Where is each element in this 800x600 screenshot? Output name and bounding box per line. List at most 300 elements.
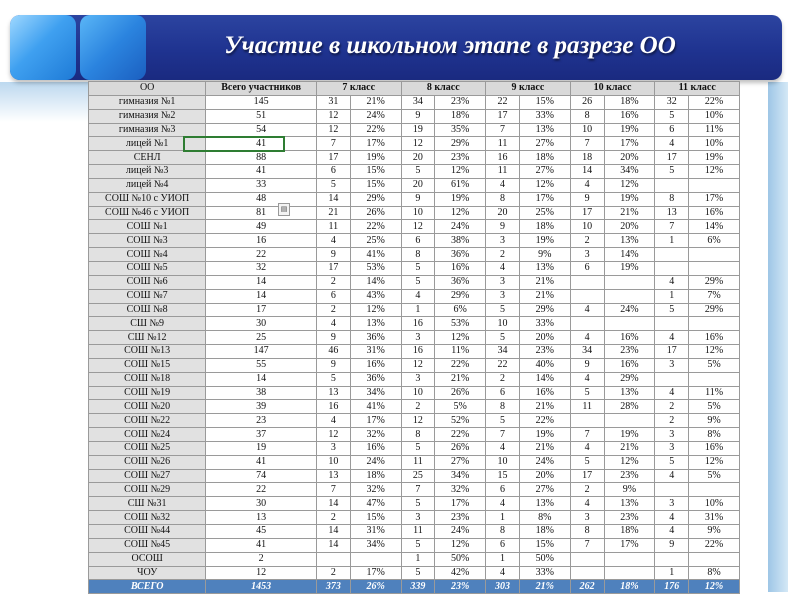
- grade-count-cell[interactable]: 8: [486, 525, 520, 539]
- grade-percent-cell[interactable]: 23%: [519, 345, 570, 359]
- grade-percent-cell[interactable]: 8%: [519, 511, 570, 525]
- grade-count-cell[interactable]: 5: [401, 165, 435, 179]
- grade-percent-cell[interactable]: 16%: [350, 441, 401, 455]
- grade-percent-cell[interactable]: 16%: [604, 109, 655, 123]
- total-participants-cell[interactable]: 2: [206, 552, 317, 566]
- grade-percent-cell[interactable]: 19%: [604, 192, 655, 206]
- grade-percent-cell[interactable]: 21%: [435, 372, 486, 386]
- grade-count-cell[interactable]: 5: [401, 566, 435, 580]
- grade-count-cell[interactable]: 8: [401, 248, 435, 262]
- grade-percent-cell[interactable]: 17%: [350, 566, 401, 580]
- paste-options-icon[interactable]: ▤: [278, 203, 290, 216]
- grade-percent-cell[interactable]: 9%: [689, 525, 740, 539]
- grade-percent-cell[interactable]: 29%: [604, 372, 655, 386]
- grade-percent-cell[interactable]: 21%: [519, 289, 570, 303]
- grade-percent-cell[interactable]: 10%: [689, 109, 740, 123]
- grade-percent-cell[interactable]: 29%: [519, 303, 570, 317]
- grade-count-cell[interactable]: 5: [655, 303, 689, 317]
- grade-count-cell[interactable]: 12: [401, 137, 435, 151]
- grade-percent-cell[interactable]: 7%: [689, 289, 740, 303]
- grade-percent-cell[interactable]: 47%: [350, 497, 401, 511]
- grade-percent-cell[interactable]: 12%: [689, 165, 740, 179]
- grade-percent-cell[interactable]: 28%: [604, 400, 655, 414]
- grade-count-cell[interactable]: 9: [570, 358, 604, 372]
- school-name-cell[interactable]: СОШ №46 с УИОП: [89, 206, 206, 220]
- total-participants-cell[interactable]: 55: [206, 358, 317, 372]
- grade-count-cell[interactable]: 1: [401, 552, 435, 566]
- grade-percent-cell[interactable]: 33%: [519, 109, 570, 123]
- school-name-cell[interactable]: СОШ №24: [89, 428, 206, 442]
- grade-count-cell[interactable]: [655, 248, 689, 262]
- total-participants-cell[interactable]: 74: [206, 469, 317, 483]
- grade-percent-cell[interactable]: 18%: [519, 220, 570, 234]
- grade-count-cell[interactable]: 10: [486, 455, 520, 469]
- grade-count-cell[interactable]: 4: [570, 303, 604, 317]
- grade-count-cell[interactable]: 4: [570, 497, 604, 511]
- grade-percent-cell[interactable]: 17%: [435, 497, 486, 511]
- grade-count-cell[interactable]: 17: [486, 109, 520, 123]
- grade-percent-cell[interactable]: 12%: [604, 178, 655, 192]
- grade-count-cell[interactable]: 3: [401, 511, 435, 525]
- grade-count-cell[interactable]: 18: [570, 151, 604, 165]
- school-name-cell[interactable]: СШ №9: [89, 317, 206, 331]
- total-participants-cell[interactable]: 22: [206, 248, 317, 262]
- grade-count-cell[interactable]: 6: [486, 386, 520, 400]
- school-name-cell[interactable]: СОШ №32: [89, 511, 206, 525]
- grade-percent-cell[interactable]: 11%: [435, 345, 486, 359]
- grade-count-cell[interactable]: 17: [570, 206, 604, 220]
- grade-count-cell[interactable]: 4: [316, 234, 350, 248]
- grade-percent-cell[interactable]: [604, 414, 655, 428]
- grade-percent-cell[interactable]: 6%: [689, 234, 740, 248]
- school-name-cell[interactable]: СОШ №10 с УИОП: [89, 192, 206, 206]
- grade-percent-cell[interactable]: [604, 566, 655, 580]
- total-participants-cell[interactable]: 41: [206, 538, 317, 552]
- grade-count-cell[interactable]: 12: [316, 428, 350, 442]
- grade-percent-cell[interactable]: 21%: [519, 400, 570, 414]
- total-participants-cell[interactable]: 41: [206, 455, 317, 469]
- grade-percent-cell[interactable]: 36%: [435, 248, 486, 262]
- grade-percent-cell[interactable]: 13%: [519, 261, 570, 275]
- grade-percent-cell[interactable]: 22%: [435, 428, 486, 442]
- grade-count-cell[interactable]: 2: [570, 483, 604, 497]
- total-participants-cell[interactable]: 14: [206, 372, 317, 386]
- grade-count-cell[interactable]: 8: [570, 525, 604, 539]
- grade-count-cell[interactable]: 31: [316, 95, 350, 109]
- grade-count-cell[interactable]: 17: [570, 469, 604, 483]
- grade-count-cell[interactable]: 22: [486, 358, 520, 372]
- school-name-cell[interactable]: СШ №12: [89, 331, 206, 345]
- grade-percent-cell[interactable]: 13%: [604, 234, 655, 248]
- grade-percent-cell[interactable]: 22%: [689, 538, 740, 552]
- school-name-cell[interactable]: СОШ №19: [89, 386, 206, 400]
- grade-percent-cell[interactable]: 14%: [604, 248, 655, 262]
- grade-count-cell[interactable]: 16: [316, 400, 350, 414]
- grade-percent-cell[interactable]: 5%: [689, 400, 740, 414]
- grade-percent-cell[interactable]: 29%: [689, 275, 740, 289]
- grade-count-cell[interactable]: 26: [570, 95, 604, 109]
- total-participants-cell[interactable]: 37: [206, 428, 317, 442]
- grade-count-cell[interactable]: 4: [486, 566, 520, 580]
- grade-count-cell[interactable]: 1: [486, 511, 520, 525]
- grade-percent-cell[interactable]: [689, 261, 740, 275]
- grade-count-cell[interactable]: 4: [655, 331, 689, 345]
- grade-percent-cell[interactable]: 29%: [350, 192, 401, 206]
- grade-percent-cell[interactable]: 32%: [350, 483, 401, 497]
- grade-count-cell[interactable]: 11: [570, 400, 604, 414]
- grade-percent-cell[interactable]: 22%: [350, 220, 401, 234]
- grade-percent-cell[interactable]: 18%: [604, 525, 655, 539]
- total-participants-cell[interactable]: 39: [206, 400, 317, 414]
- grade-count-cell[interactable]: 1: [401, 303, 435, 317]
- grade-count-cell[interactable]: 7: [570, 538, 604, 552]
- grade-percent-cell[interactable]: 19%: [435, 192, 486, 206]
- grade-count-cell[interactable]: 3: [401, 372, 435, 386]
- grade-count-cell[interactable]: 11: [401, 455, 435, 469]
- grade-percent-cell[interactable]: 36%: [435, 275, 486, 289]
- grade-percent-cell[interactable]: 21%: [350, 95, 401, 109]
- grade-percent-cell[interactable]: 43%: [350, 289, 401, 303]
- grade-count-cell[interactable]: [570, 566, 604, 580]
- grade-count-cell[interactable]: 25: [401, 469, 435, 483]
- grade-percent-cell[interactable]: 9%: [689, 414, 740, 428]
- grade-count-cell[interactable]: 4: [570, 331, 604, 345]
- grade-percent-cell[interactable]: [689, 317, 740, 331]
- grade-percent-cell[interactable]: 41%: [350, 400, 401, 414]
- school-name-cell[interactable]: СОШ №26: [89, 455, 206, 469]
- total-participants-cell[interactable]: 16: [206, 234, 317, 248]
- grade-count-cell[interactable]: [570, 289, 604, 303]
- total-participants-cell[interactable]: 51: [206, 109, 317, 123]
- grade-count-cell[interactable]: [655, 261, 689, 275]
- grade-count-cell[interactable]: [570, 552, 604, 566]
- grade-percent-cell[interactable]: 5%: [435, 400, 486, 414]
- grade-count-cell[interactable]: 5: [401, 261, 435, 275]
- grade-count-cell[interactable]: [655, 317, 689, 331]
- grade-count-cell[interactable]: [655, 178, 689, 192]
- grade-percent-cell[interactable]: 22%: [435, 358, 486, 372]
- grade-percent-cell[interactable]: 33%: [519, 566, 570, 580]
- grade-count-cell[interactable]: 15: [486, 469, 520, 483]
- grade-percent-cell[interactable]: 50%: [519, 552, 570, 566]
- grade-percent-cell[interactable]: 16%: [519, 386, 570, 400]
- grade-percent-cell[interactable]: 24%: [435, 220, 486, 234]
- grade-count-cell[interactable]: 6: [655, 123, 689, 137]
- grade-count-cell[interactable]: 6: [486, 483, 520, 497]
- grade-count-cell[interactable]: 2: [316, 511, 350, 525]
- grade-count-cell[interactable]: [316, 552, 350, 566]
- total-participants-cell[interactable]: 32: [206, 261, 317, 275]
- grade-count-cell[interactable]: 8: [570, 109, 604, 123]
- grade-percent-cell[interactable]: 18%: [519, 525, 570, 539]
- grade-count-cell[interactable]: 5: [655, 165, 689, 179]
- grade-percent-cell[interactable]: 19%: [689, 151, 740, 165]
- school-name-cell[interactable]: СОШ №6: [89, 275, 206, 289]
- grade-percent-cell[interactable]: [689, 178, 740, 192]
- total-participants-cell[interactable]: 147: [206, 345, 317, 359]
- school-name-cell[interactable]: СОШ №44: [89, 525, 206, 539]
- grade-percent-cell[interactable]: 12%: [435, 538, 486, 552]
- grade-percent-cell[interactable]: 17%: [350, 414, 401, 428]
- grade-percent-cell[interactable]: 23%: [604, 345, 655, 359]
- school-name-cell[interactable]: ЧОУ: [89, 566, 206, 580]
- grade-count-cell[interactable]: 9: [655, 538, 689, 552]
- grade-count-cell[interactable]: 2: [316, 566, 350, 580]
- grade-percent-cell[interactable]: 26%: [435, 441, 486, 455]
- grade-count-cell[interactable]: 14: [316, 538, 350, 552]
- total-participants-cell[interactable]: 12: [206, 566, 317, 580]
- grade-count-cell[interactable]: 5: [401, 538, 435, 552]
- grade-count-cell[interactable]: 19: [401, 123, 435, 137]
- grade-count-cell[interactable]: 9: [401, 192, 435, 206]
- grade-count-cell[interactable]: 34: [401, 95, 435, 109]
- grade-percent-cell[interactable]: [689, 248, 740, 262]
- school-name-cell[interactable]: гимназия №3: [89, 123, 206, 137]
- school-name-cell[interactable]: СОШ №13: [89, 345, 206, 359]
- grade-percent-cell[interactable]: 36%: [350, 331, 401, 345]
- total-participants-cell[interactable]: 33: [206, 178, 317, 192]
- grade-count-cell[interactable]: 4: [486, 497, 520, 511]
- grade-count-cell[interactable]: 7: [316, 137, 350, 151]
- school-name-cell[interactable]: ОСОШ: [89, 552, 206, 566]
- grade-count-cell[interactable]: 4: [655, 275, 689, 289]
- grade-count-cell[interactable]: 4: [655, 525, 689, 539]
- total-participants-cell[interactable]: 30: [206, 497, 317, 511]
- grade-percent-cell[interactable]: 15%: [519, 95, 570, 109]
- grade-count-cell[interactable]: 9: [316, 358, 350, 372]
- school-name-cell[interactable]: СОШ №45: [89, 538, 206, 552]
- grade-percent-cell[interactable]: 14%: [350, 275, 401, 289]
- total-participants-cell[interactable]: 14: [206, 275, 317, 289]
- grade-count-cell[interactable]: 9: [401, 109, 435, 123]
- grade-count-cell[interactable]: 17: [655, 151, 689, 165]
- grade-count-cell[interactable]: 17: [655, 345, 689, 359]
- grade-percent-cell[interactable]: 15%: [350, 165, 401, 179]
- school-name-cell[interactable]: СОШ №4: [89, 248, 206, 262]
- school-name-cell[interactable]: СОШ №15: [89, 358, 206, 372]
- grade-count-cell[interactable]: 10: [316, 455, 350, 469]
- grade-percent-cell[interactable]: 17%: [519, 192, 570, 206]
- grade-percent-cell[interactable]: 31%: [350, 525, 401, 539]
- grade-percent-cell[interactable]: 10%: [689, 137, 740, 151]
- total-participants-cell[interactable]: 49: [206, 220, 317, 234]
- grade-count-cell[interactable]: [570, 317, 604, 331]
- grade-percent-cell[interactable]: 40%: [519, 358, 570, 372]
- total-participants-cell[interactable]: 13: [206, 511, 317, 525]
- grade-count-cell[interactable]: 4: [570, 441, 604, 455]
- grade-count-cell[interactable]: 10: [570, 123, 604, 137]
- grade-count-cell[interactable]: [655, 483, 689, 497]
- grade-percent-cell[interactable]: 25%: [519, 206, 570, 220]
- grade-count-cell[interactable]: 4: [486, 441, 520, 455]
- grade-percent-cell[interactable]: 23%: [604, 469, 655, 483]
- grade-count-cell[interactable]: [570, 275, 604, 289]
- school-name-cell[interactable]: СОШ №5: [89, 261, 206, 275]
- grade-count-cell[interactable]: 4: [401, 289, 435, 303]
- grade-percent-cell[interactable]: 14%: [519, 372, 570, 386]
- grade-percent-cell[interactable]: 5%: [689, 358, 740, 372]
- grade-count-cell[interactable]: 1: [655, 566, 689, 580]
- grade-percent-cell[interactable]: 53%: [435, 317, 486, 331]
- grade-percent-cell[interactable]: 34%: [604, 165, 655, 179]
- grade-percent-cell[interactable]: 27%: [519, 165, 570, 179]
- total-participants-cell[interactable]: 145: [206, 95, 317, 109]
- grade-percent-cell[interactable]: 13%: [604, 386, 655, 400]
- grade-count-cell[interactable]: 2: [401, 400, 435, 414]
- grade-percent-cell[interactable]: 22%: [519, 414, 570, 428]
- total-participants-cell[interactable]: 38: [206, 386, 317, 400]
- total-participants-cell[interactable]: 41: [206, 137, 317, 151]
- grade-percent-cell[interactable]: 52%: [435, 414, 486, 428]
- grade-percent-cell[interactable]: 29%: [435, 289, 486, 303]
- grade-percent-cell[interactable]: 24%: [604, 303, 655, 317]
- school-name-cell[interactable]: СОШ №18: [89, 372, 206, 386]
- grade-count-cell[interactable]: 5: [316, 372, 350, 386]
- grade-count-cell[interactable]: 12: [316, 123, 350, 137]
- grade-percent-cell[interactable]: 24%: [350, 109, 401, 123]
- grade-percent-cell[interactable]: 13%: [350, 317, 401, 331]
- grade-percent-cell[interactable]: 34%: [350, 538, 401, 552]
- grade-count-cell[interactable]: 22: [486, 95, 520, 109]
- grade-percent-cell[interactable]: 18%: [350, 469, 401, 483]
- grade-count-cell[interactable]: 3: [570, 248, 604, 262]
- grade-count-cell[interactable]: 2: [486, 248, 520, 262]
- total-participants-cell[interactable]: 41: [206, 165, 317, 179]
- grade-percent-cell[interactable]: 12%: [435, 165, 486, 179]
- total-participants-cell[interactable]: 45: [206, 525, 317, 539]
- grade-percent-cell[interactable]: 6%: [435, 303, 486, 317]
- grade-percent-cell[interactable]: 12%: [519, 178, 570, 192]
- grade-count-cell[interactable]: 13: [316, 469, 350, 483]
- school-name-cell[interactable]: СОШ №20: [89, 400, 206, 414]
- grade-percent-cell[interactable]: 13%: [604, 497, 655, 511]
- grade-percent-cell[interactable]: 21%: [519, 441, 570, 455]
- grade-count-cell[interactable]: 4: [316, 317, 350, 331]
- total-participants-cell[interactable]: 54: [206, 123, 317, 137]
- grade-percent-cell[interactable]: 15%: [350, 511, 401, 525]
- grade-count-cell[interactable]: 5: [486, 414, 520, 428]
- grade-percent-cell[interactable]: 19%: [604, 428, 655, 442]
- grade-percent-cell[interactable]: 24%: [519, 455, 570, 469]
- grade-percent-cell[interactable]: 21%: [519, 275, 570, 289]
- grade-count-cell[interactable]: 11: [401, 525, 435, 539]
- grade-count-cell[interactable]: 10: [486, 317, 520, 331]
- school-name-cell[interactable]: СОШ №29: [89, 483, 206, 497]
- grade-percent-cell[interactable]: 21%: [604, 441, 655, 455]
- grade-percent-cell[interactable]: 35%: [435, 123, 486, 137]
- grade-count-cell[interactable]: 2: [316, 303, 350, 317]
- grade-count-cell[interactable]: 3: [316, 441, 350, 455]
- school-name-cell[interactable]: СОШ №25: [89, 441, 206, 455]
- grade-percent-cell[interactable]: 31%: [689, 511, 740, 525]
- grade-percent-cell[interactable]: 34%: [350, 386, 401, 400]
- grade-percent-cell[interactable]: 23%: [435, 511, 486, 525]
- grade-percent-cell[interactable]: 16%: [604, 331, 655, 345]
- grade-percent-cell[interactable]: 23%: [435, 95, 486, 109]
- grade-percent-cell[interactable]: 17%: [604, 538, 655, 552]
- grade-count-cell[interactable]: 9: [486, 220, 520, 234]
- grade-percent-cell[interactable]: 29%: [689, 303, 740, 317]
- grade-percent-cell[interactable]: 13%: [519, 497, 570, 511]
- grade-percent-cell[interactable]: 13%: [519, 123, 570, 137]
- grade-percent-cell[interactable]: 38%: [435, 234, 486, 248]
- grade-percent-cell[interactable]: 15%: [519, 538, 570, 552]
- grade-percent-cell[interactable]: 9%: [519, 248, 570, 262]
- grade-percent-cell[interactable]: 50%: [435, 552, 486, 566]
- grade-count-cell[interactable]: 10: [401, 386, 435, 400]
- grade-percent-cell[interactable]: 41%: [350, 248, 401, 262]
- grade-percent-cell[interactable]: 8%: [689, 428, 740, 442]
- grade-count-cell[interactable]: 4: [570, 372, 604, 386]
- grade-count-cell[interactable]: 8: [655, 192, 689, 206]
- grade-percent-cell[interactable]: 24%: [350, 455, 401, 469]
- grade-percent-cell[interactable]: 20%: [604, 220, 655, 234]
- grade-count-cell[interactable]: 5: [401, 275, 435, 289]
- grade-count-cell[interactable]: 12: [401, 358, 435, 372]
- grade-count-cell[interactable]: 11: [316, 220, 350, 234]
- grade-count-cell[interactable]: 7: [570, 137, 604, 151]
- grade-percent-cell[interactable]: 16%: [689, 206, 740, 220]
- grade-count-cell[interactable]: 2: [570, 234, 604, 248]
- grade-percent-cell[interactable]: 5%: [689, 469, 740, 483]
- grade-percent-cell[interactable]: 16%: [689, 331, 740, 345]
- grade-count-cell[interactable]: 13: [655, 206, 689, 220]
- grade-count-cell[interactable]: 6: [486, 538, 520, 552]
- grade-percent-cell[interactable]: [604, 289, 655, 303]
- grade-count-cell[interactable]: 20: [401, 151, 435, 165]
- grade-percent-cell[interactable]: 42%: [435, 566, 486, 580]
- grade-percent-cell[interactable]: [604, 317, 655, 331]
- grade-percent-cell[interactable]: 16%: [435, 261, 486, 275]
- grade-percent-cell[interactable]: 20%: [519, 331, 570, 345]
- total-participants-cell[interactable]: 17: [206, 303, 317, 317]
- grade-count-cell[interactable]: 11: [486, 137, 520, 151]
- grade-percent-cell[interactable]: 16%: [604, 358, 655, 372]
- grade-count-cell[interactable]: 10: [570, 220, 604, 234]
- grade-percent-cell[interactable]: 14%: [689, 220, 740, 234]
- grade-count-cell[interactable]: 2: [486, 372, 520, 386]
- grade-count-cell[interactable]: 8: [401, 428, 435, 442]
- grade-count-cell[interactable]: 1: [486, 552, 520, 566]
- school-name-cell[interactable]: СШ №31: [89, 497, 206, 511]
- grade-count-cell[interactable]: 5: [401, 441, 435, 455]
- grade-percent-cell[interactable]: 12%: [604, 455, 655, 469]
- grade-percent-cell[interactable]: 31%: [350, 345, 401, 359]
- grade-percent-cell[interactable]: 12%: [435, 331, 486, 345]
- grade-percent-cell[interactable]: 32%: [435, 483, 486, 497]
- grade-count-cell[interactable]: 1: [655, 234, 689, 248]
- grade-count-cell[interactable]: 3: [486, 289, 520, 303]
- grade-count-cell[interactable]: 2: [655, 414, 689, 428]
- grade-percent-cell[interactable]: 17%: [689, 192, 740, 206]
- grade-count-cell[interactable]: 46: [316, 345, 350, 359]
- grade-percent-cell[interactable]: 20%: [604, 151, 655, 165]
- grade-count-cell[interactable]: 14: [316, 525, 350, 539]
- school-name-cell[interactable]: лицей №1: [89, 137, 206, 151]
- grade-count-cell[interactable]: 32: [655, 95, 689, 109]
- grade-percent-cell[interactable]: 53%: [350, 261, 401, 275]
- grade-count-cell[interactable]: 3: [401, 331, 435, 345]
- grade-count-cell[interactable]: 4: [655, 386, 689, 400]
- grade-percent-cell[interactable]: 19%: [350, 151, 401, 165]
- grade-percent-cell[interactable]: 19%: [519, 234, 570, 248]
- grade-percent-cell[interactable]: [689, 483, 740, 497]
- grade-count-cell[interactable]: 6: [401, 234, 435, 248]
- school-name-cell[interactable]: СОШ №22: [89, 414, 206, 428]
- grade-count-cell[interactable]: 2: [655, 400, 689, 414]
- grade-count-cell[interactable]: 7: [316, 483, 350, 497]
- grade-count-cell[interactable]: 14: [570, 165, 604, 179]
